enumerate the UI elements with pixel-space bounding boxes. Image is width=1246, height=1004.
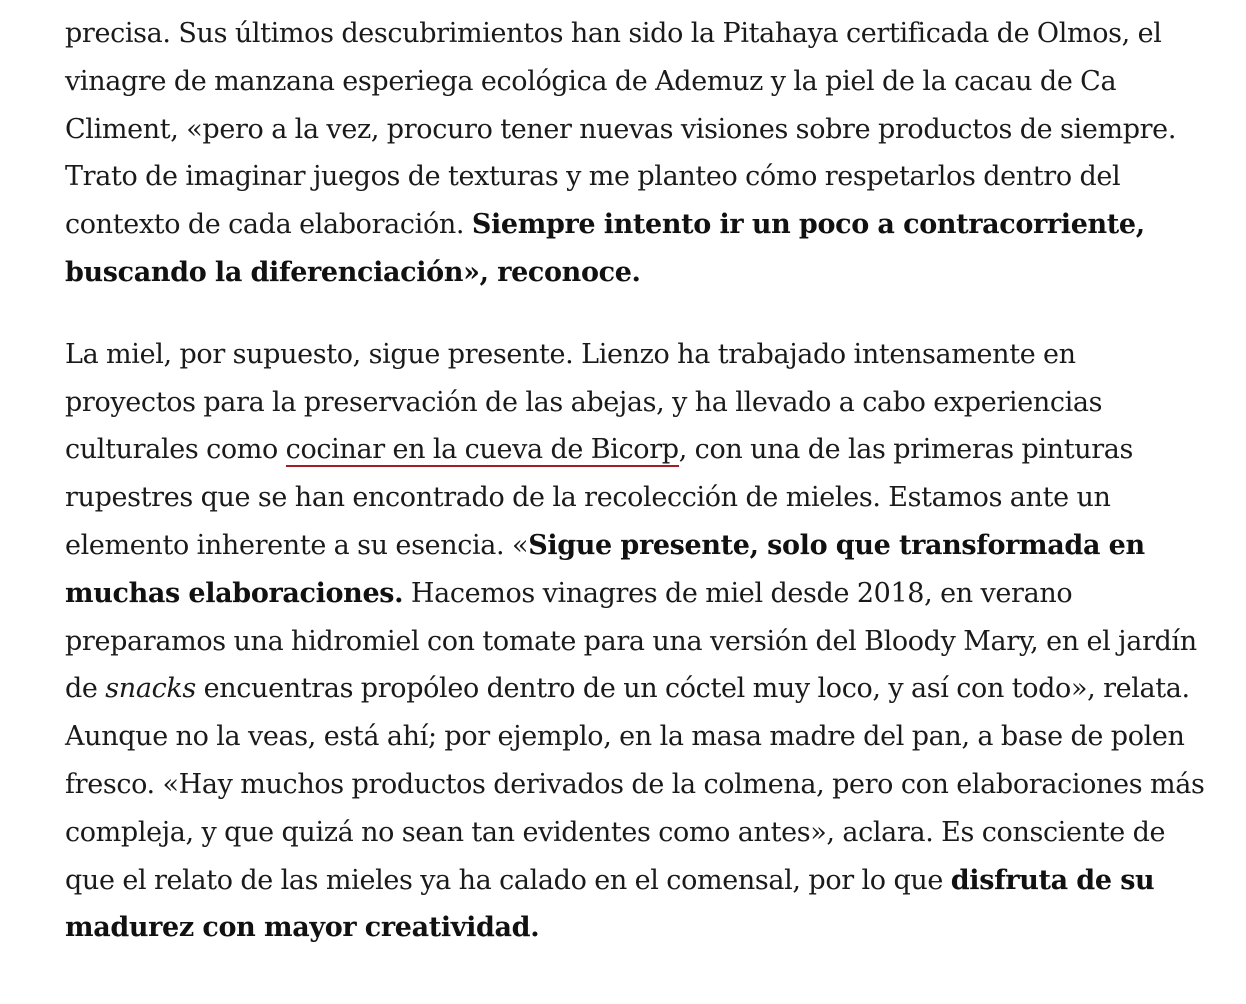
- paragraph-2-bold-b: disfruta de su madurez con mayor creatividad.: [65, 864, 1155, 944]
- paragraph-1-bold: Siempre intento ir un poco a contracorriente, buscando la diferenciación», reconoce.: [65, 209, 1145, 288]
- paragraph-2: [65, 331, 1205, 952]
- paragraph-2-text-c: Hacemos vinagres de miel desde 2018, en verano preparamos una hidromiel con tomate para una versión del Bloody Mary, en el jardín de: [65, 577, 1197, 705]
- paragraph-2-text-b: , con una de las primeras pinturas rupestres que se han encontrado de la recolección de mieles. Estamos ante un elemento inherente a su esencia. «: [65, 434, 1134, 561]
- bicorp-cave-link[interactable]: cocinar en la cueva de Bicorp: [285, 434, 679, 466]
- paragraph-2-text-d: encuentras propóleo dentro de un cóctel muy loco, y así con todo», relata. Aunque no la veas, está ahí; por ejemplo, en la masa madre del pan, a base de polen fresco. «Hay muchos productos derivados de la colmena, pero con elaboraciones más compleja, y que quizá no sean tan evidentes como antes», aclara. Es consciente de que el relato de las mieles ya ha calado en el comensal, por lo que: [65, 673, 1205, 896]
- paragraph-2-italic: snacks: [105, 673, 196, 705]
- paragraph-1: [65, 10, 1205, 297]
- article-body: [65, 10, 1205, 986]
- paragraph-2-bold-a: Sigue presente, solo que transformada en muchas elaboraciones.: [65, 529, 1145, 609]
- paragraph-2-text-a: La miel, por supuesto, sigue presente. Lienzo ha trabajado intensamente en proyectos para la preservación de las abejas, y ha llevado a cabo experiencias culturales como: [65, 338, 1103, 466]
- paragraph-1-text: precisa. Sus últimos descubrimientos han sido la Pitahaya certificada de Olmos, el vinagre de manzana esperiega ecológica de Ademuz y la piel de la cacau de Ca Climent, «pero a la vez, procuro tener nuevas visiones sobre productos de siempre. Trato de imaginar juegos de texturas y me planteo cómo respetarlos dentro del contexto de cada elaboración.: [65, 18, 1177, 241]
